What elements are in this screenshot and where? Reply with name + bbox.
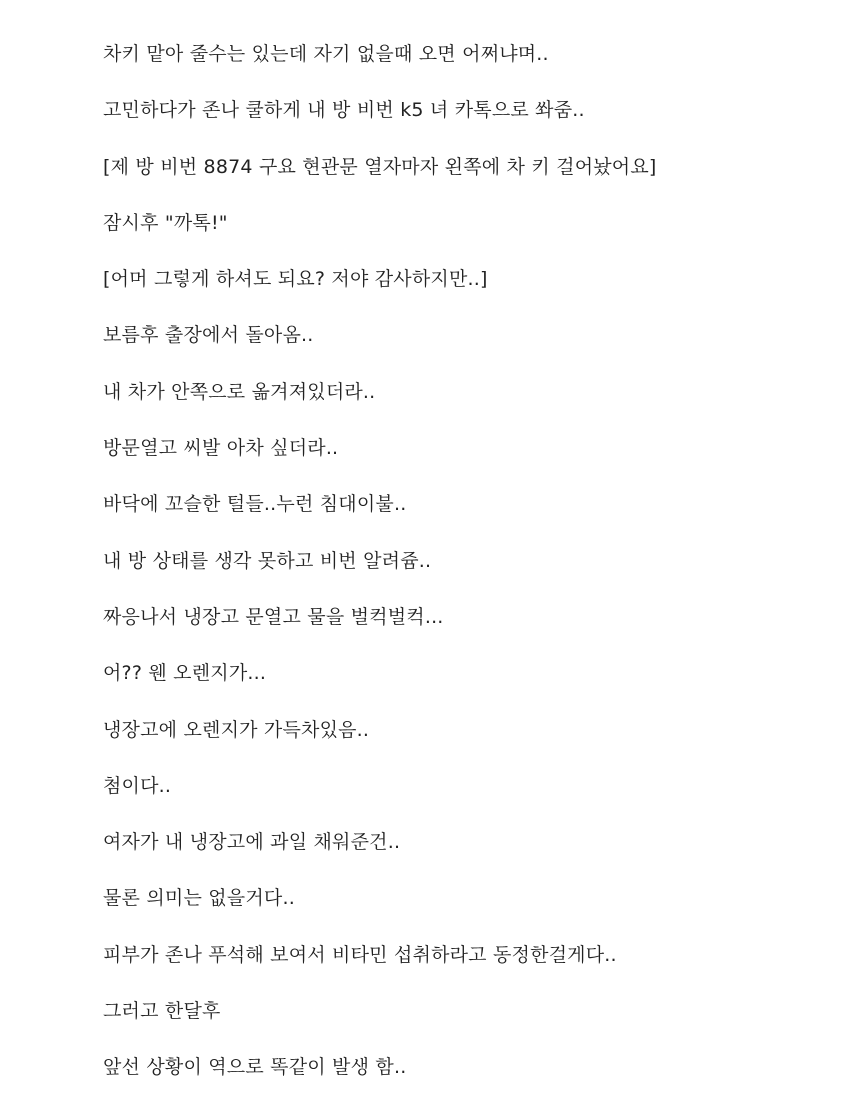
story-line: 방문열고 씨발 아차 싶더라.. bbox=[103, 437, 339, 460]
story-line: 짜응나서 냉장고 문열고 물을 벌컥벌컥... bbox=[103, 605, 444, 628]
story-line: 내 차가 안쪽으로 옮겨져있더라.. bbox=[103, 380, 376, 403]
story-line: 잠시후 "까톡!" bbox=[103, 211, 228, 234]
story-line: 물론 의미는 없을거다.. bbox=[103, 887, 295, 910]
story-line: 고민하다가 존나 쿨하게 내 방 비번 k5 녀 카톡으로 쏴줌.. bbox=[103, 99, 585, 122]
story-line: [제 방 비번 8874 구요 현관문 열자마자 왼쪽에 차 키 걸어놨어요] bbox=[103, 155, 657, 178]
story-line: 바닥에 꼬슬한 털들..누런 침대이불.. bbox=[103, 493, 407, 516]
story-line: 내 방 상태를 생각 못하고 비번 알려쥼.. bbox=[103, 549, 432, 572]
story-line: [어머 그렇게 하셔도 되요? 저야 감사하지만..] bbox=[103, 268, 488, 291]
story-line: 냉장고에 오렌지가 가득차있음.. bbox=[103, 718, 370, 741]
story-line: 그러고 한달후 bbox=[103, 1000, 221, 1023]
story-line: 앞선 상황이 역으로 똑같이 발생 함.. bbox=[103, 1056, 407, 1079]
story-line: 첨이다.. bbox=[103, 774, 172, 797]
story-line: 피부가 존나 푸석해 보여서 비타민 섭취하라고 동정한걸게다.. bbox=[103, 943, 617, 966]
story-line: 여자가 내 냉장고에 과일 채워준건.. bbox=[103, 831, 401, 854]
story-line: 차키 맡아 줄수는 있는데 자기 없을때 오면 어쩌냐며.. bbox=[103, 43, 549, 65]
story-line: 보름후 출장에서 돌아옴.. bbox=[103, 324, 314, 347]
story-line: 어?? 웬 오렌지가... bbox=[103, 662, 267, 685]
story-text bbox=[103, 36, 829, 1106]
